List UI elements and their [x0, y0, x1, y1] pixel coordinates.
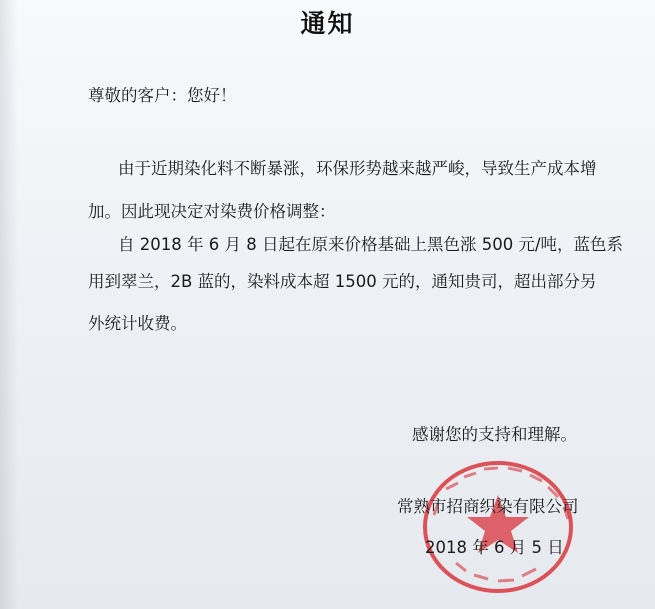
notice-title: 通知 — [300, 9, 355, 38]
body-line-2: 加。因此现决定对染费价格调整： — [88, 202, 336, 221]
notice-date: 2018 年 6 月 5 日 — [425, 538, 564, 557]
page-edge-shadow — [0, 0, 18, 609]
greeting: 尊敬的客户：您好！ — [88, 86, 237, 105]
thanks-line: 感谢您的支持和理解。 — [412, 425, 577, 444]
company-name: 常熟市招商织染有限公司 — [397, 497, 579, 516]
body-line-5: 外统计收费。 — [88, 314, 187, 333]
body-line-1: 由于近期染化料不断暴涨，环保形势越来越严峻，导致生产成本增 — [118, 159, 597, 178]
company-seal — [418, 455, 588, 595]
body-line-4: 用到翠兰，2B 蓝的，染料成本超 1500 元的，通知贵司，超出部分另 — [88, 272, 597, 291]
body-line-3: 自 2018 年 6 月 8 日起在原来价格基础上黑色涨 500 元/吨，蓝色系 — [118, 235, 623, 254]
